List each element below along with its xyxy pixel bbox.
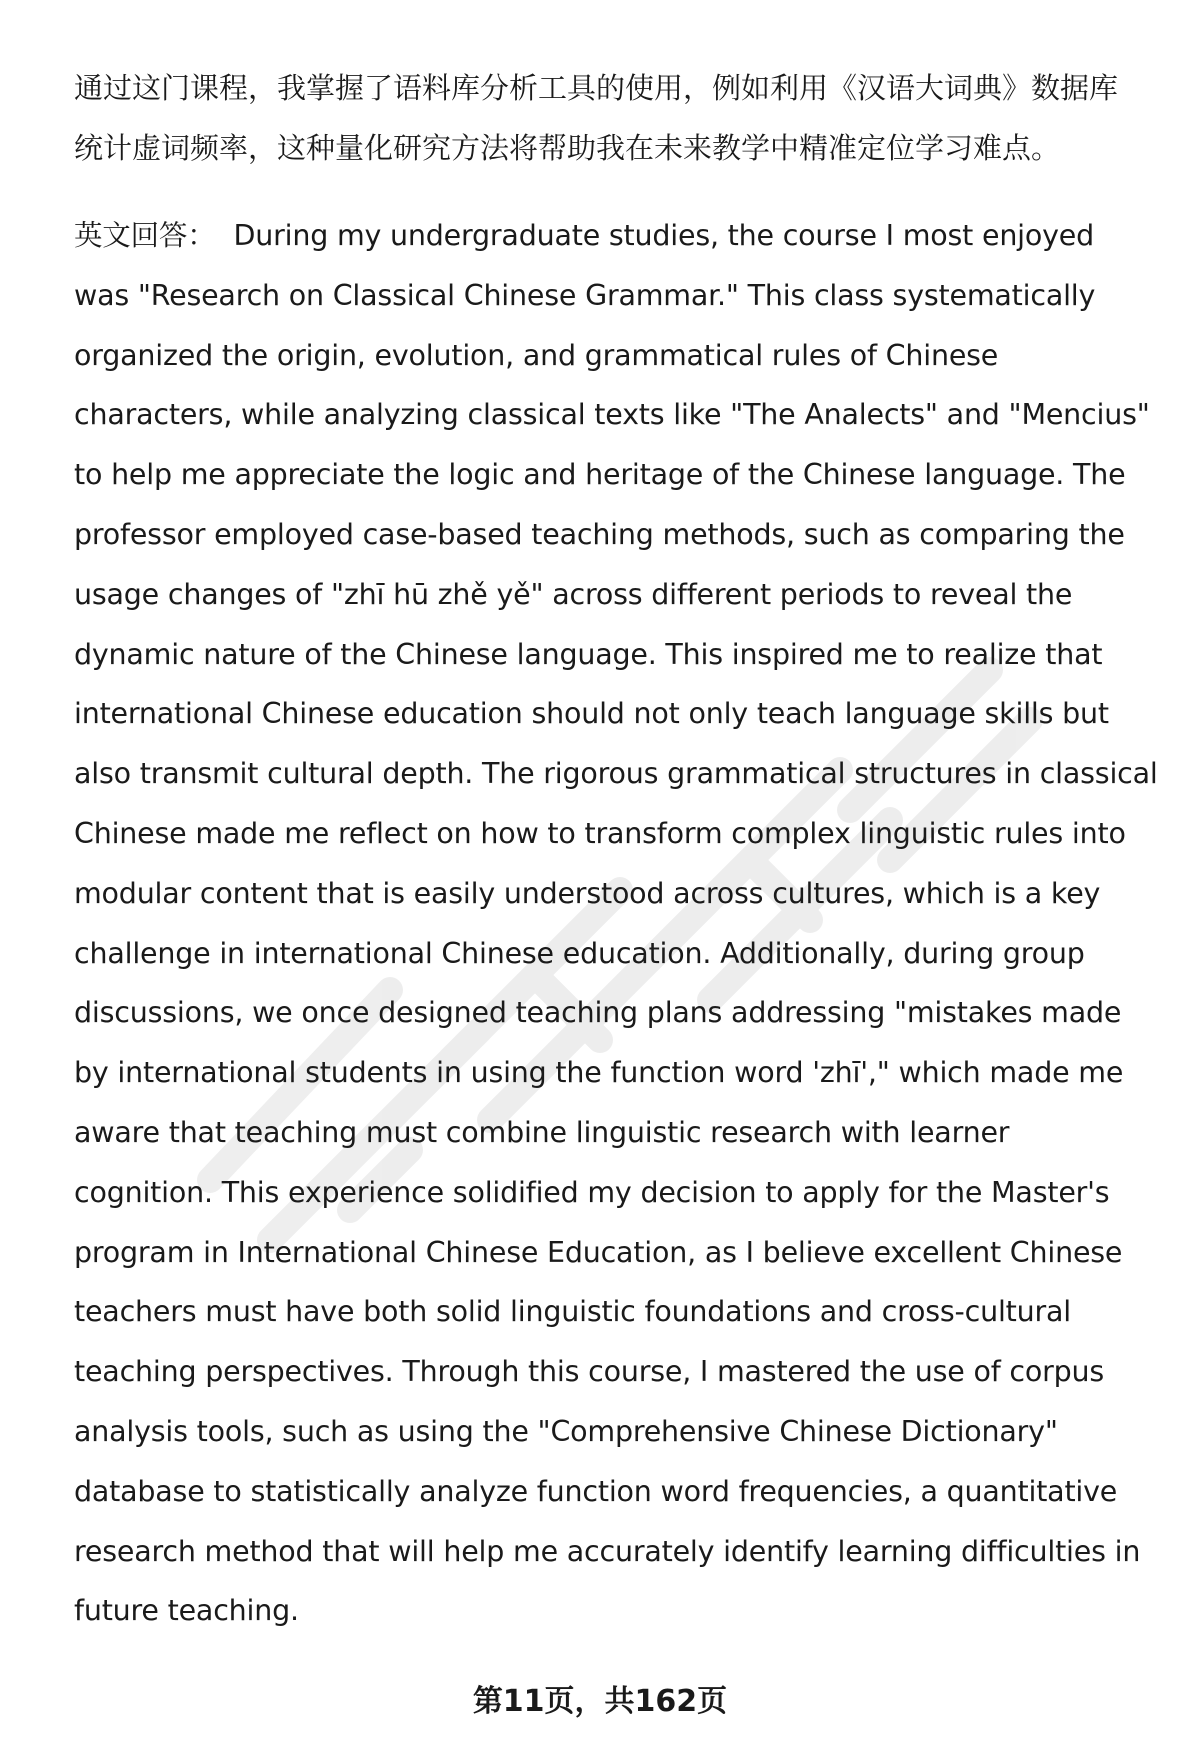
english-answer-line: to help me appreciate the logic and heritage of the Chinese language. The (74, 458, 1126, 492)
english-answer-line (74, 206, 1164, 266)
english-answer-line: also transmit cultural depth. The rigorous grammatical structures in classical (74, 757, 1158, 791)
english-answer-line: research method that will help me accurately identify learning difficulties in (74, 1534, 1141, 1568)
page-number-footer: 第11页，共162页 (472, 1684, 728, 1719)
english-answer-line: aware that teaching must combine linguistic research with learner (74, 1115, 1010, 1149)
english-answer-line: discussions, we once designed teaching plans addressing "mistakes made (74, 996, 1122, 1030)
english-answer-line: Chinese made me reflect on how to transform complex linguistic rules into (74, 816, 1126, 850)
english-answer-line: program in International Chinese Education, as I believe excellent Chinese (74, 1235, 1123, 1269)
english-answer-line: challenge in international Chinese education. Additionally, during group (74, 936, 1085, 970)
english-answer-line: analysis tools, such as using the "Comprehensive Chinese Dictionary" (74, 1414, 1058, 1448)
chinese-paragraph-line: 通过这门课程，我掌握了语料库分析工具的使用，例如利用《汉语大词典》数据库 (74, 71, 1119, 105)
english-answer-line: international Chinese education should not only teach language skills but (74, 697, 1109, 731)
english-answer-text: During my undergraduate studies, the course I most enjoyed (233, 219, 1095, 252)
english-answer-line: future teaching. (74, 1594, 299, 1628)
english-answer-line: characters, while analyzing classical texts like "The Analects" and "Mencius" (74, 398, 1150, 432)
chinese-paragraph (74, 58, 1164, 178)
english-answer-line: teaching perspectives. Through this course, I mastered the use of corpus (74, 1355, 1105, 1389)
english-answer-line: cognition. This experience solidified my decision to apply for the Master's (74, 1175, 1110, 1209)
english-answer-line: dynamic nature of the Chinese language. This inspired me to realize that (74, 637, 1103, 671)
english-answer-paragraph (74, 206, 1164, 1641)
chinese-paragraph-line: 统计虚词频率，这种量化研究方法将帮助我在未来教学中精准定位学习难点。 (74, 131, 1061, 165)
english-answer-line: was "Research on Classical Chinese Grammar." This class systematically (74, 278, 1096, 312)
english-answer-line: modular content that is easily understood across cultures, which is a key (74, 876, 1101, 910)
english-answer-line: professor employed case-based teaching methods, such as comparing the (74, 517, 1125, 551)
english-answer-line: database to statistically analyze function word frequencies, a quantitative (74, 1474, 1118, 1508)
document-body (74, 58, 1164, 1669)
english-answer-label: 英文回答： (74, 219, 216, 252)
english-answer-line: teachers must have both solid linguistic foundations and cross-cultural (74, 1295, 1071, 1329)
english-answer-line: organized the origin, evolution, and grammatical rules of Chinese (74, 338, 999, 372)
english-answer-line: by international students in using the function word 'zhī'," which made me (74, 1056, 1124, 1090)
english-answer-line: usage changes of "zhī hū zhě yě" across different periods to reveal the (74, 577, 1073, 611)
